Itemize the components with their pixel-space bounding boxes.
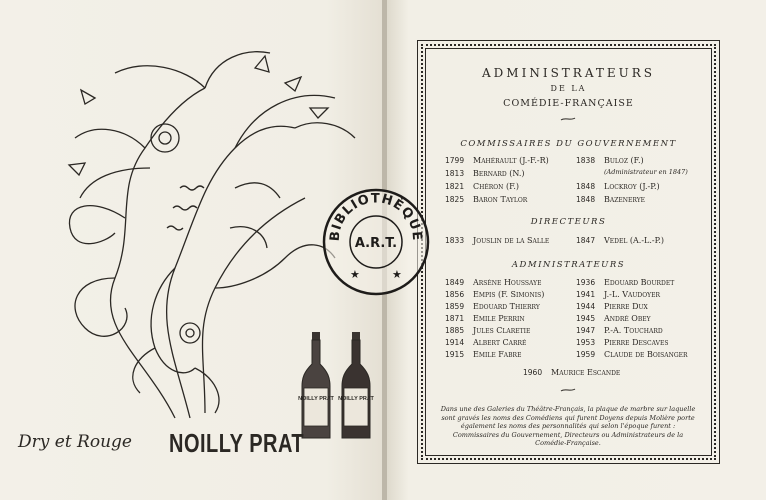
list-item: 1945 André Obey (576, 314, 651, 323)
list-item: 1959 Claude de Boisanger (576, 350, 688, 359)
list-item: 1821 Chéron (F.) (445, 182, 520, 191)
tilde-ornament (560, 117, 576, 121)
list-item: 1847 Vedel (A.-L.-P.) (576, 236, 665, 245)
heading-line-3: COMÉDIE-FRANÇAISE (503, 98, 634, 109)
list-item: 1825 Baron Taylor (445, 195, 528, 204)
list-item: 1849 Arsène Houssaye (445, 278, 542, 287)
list-item: 1813 Bernard (N.) (445, 169, 525, 178)
list-item: 1859 Edouard Thierry (445, 302, 540, 311)
list-item: 1944 Pierre Dux (576, 302, 648, 311)
advert-brand-name: NOILLY PRAT (169, 430, 305, 459)
list-item: 1856 Empis (F. Simonis) (445, 290, 545, 299)
noilly-prat-rouge-bottle (336, 330, 376, 442)
list-item: 1941 J.-L. Vaudoyer (576, 290, 660, 299)
section-title-commissaires: COMMISSAIRES DU GOUVERNEMENT (460, 139, 677, 149)
bottle-label-text: NOILLY PRAT (338, 396, 374, 402)
list-item: 1915 Emile Fabre (445, 350, 522, 359)
star-icon: ★ (350, 268, 360, 281)
list-item: 1953 Pierre Descaves (576, 338, 669, 347)
section-title-administrateurs: ADMINISTRATEURS (511, 260, 626, 270)
heading-line-2: DE LA (550, 84, 587, 93)
list-item: 1936 Edouard Bourdet (576, 278, 675, 287)
list-item: 1838 Buloz (F.) (576, 156, 644, 165)
list-item: 1833 Jouslin de la Salle (445, 236, 550, 245)
bottle-label-text: NOILLY PRAT (298, 396, 334, 402)
list-item: 1848 Bazenerye (576, 195, 646, 204)
administrator-note: (Administrateur en 1847) (604, 168, 688, 176)
stamp-ring-text: BIBLIOTHÈQUE (327, 191, 425, 242)
list-item: 1947 P.-A. Touchard (576, 326, 663, 335)
list-item: 1871 Emile Perrin (445, 314, 525, 323)
section-title-directeurs: DIRECTEURS (530, 217, 607, 227)
list-item: 1885 Jules Claretie (445, 326, 531, 335)
final-administrator: 1960 Maurice Escande (523, 368, 621, 377)
list-item: 1799 Mahérault (J.-F.-R) (445, 156, 549, 165)
advert-tagline: Dry et Rouge (18, 432, 132, 452)
list-item: 1914 Albert Carré (445, 338, 527, 347)
footnote-text: Dans une des Galeries du Théâtre-Français, la plaque de marbre sur laquelle sont gravés les noms des Comédiens qui furent Doyens depuis Molière porte également les noms des personnalités qui selon l'époque furent : Commissaires du Gouvernement, Directeurs ou Administrateurs de la Comédie-Française. (440, 405, 696, 447)
stamp-center-text: A.R.T. (354, 236, 398, 251)
tilde-ornament (560, 388, 576, 392)
star-icon: ★ (392, 268, 402, 281)
noilly-prat-dry-bottle (296, 330, 336, 442)
library-stamp (320, 186, 432, 298)
heading-line-1: ADMINISTRATEURS (482, 66, 655, 80)
list-item: 1848 Lockroy (J.-P.) (576, 182, 660, 191)
